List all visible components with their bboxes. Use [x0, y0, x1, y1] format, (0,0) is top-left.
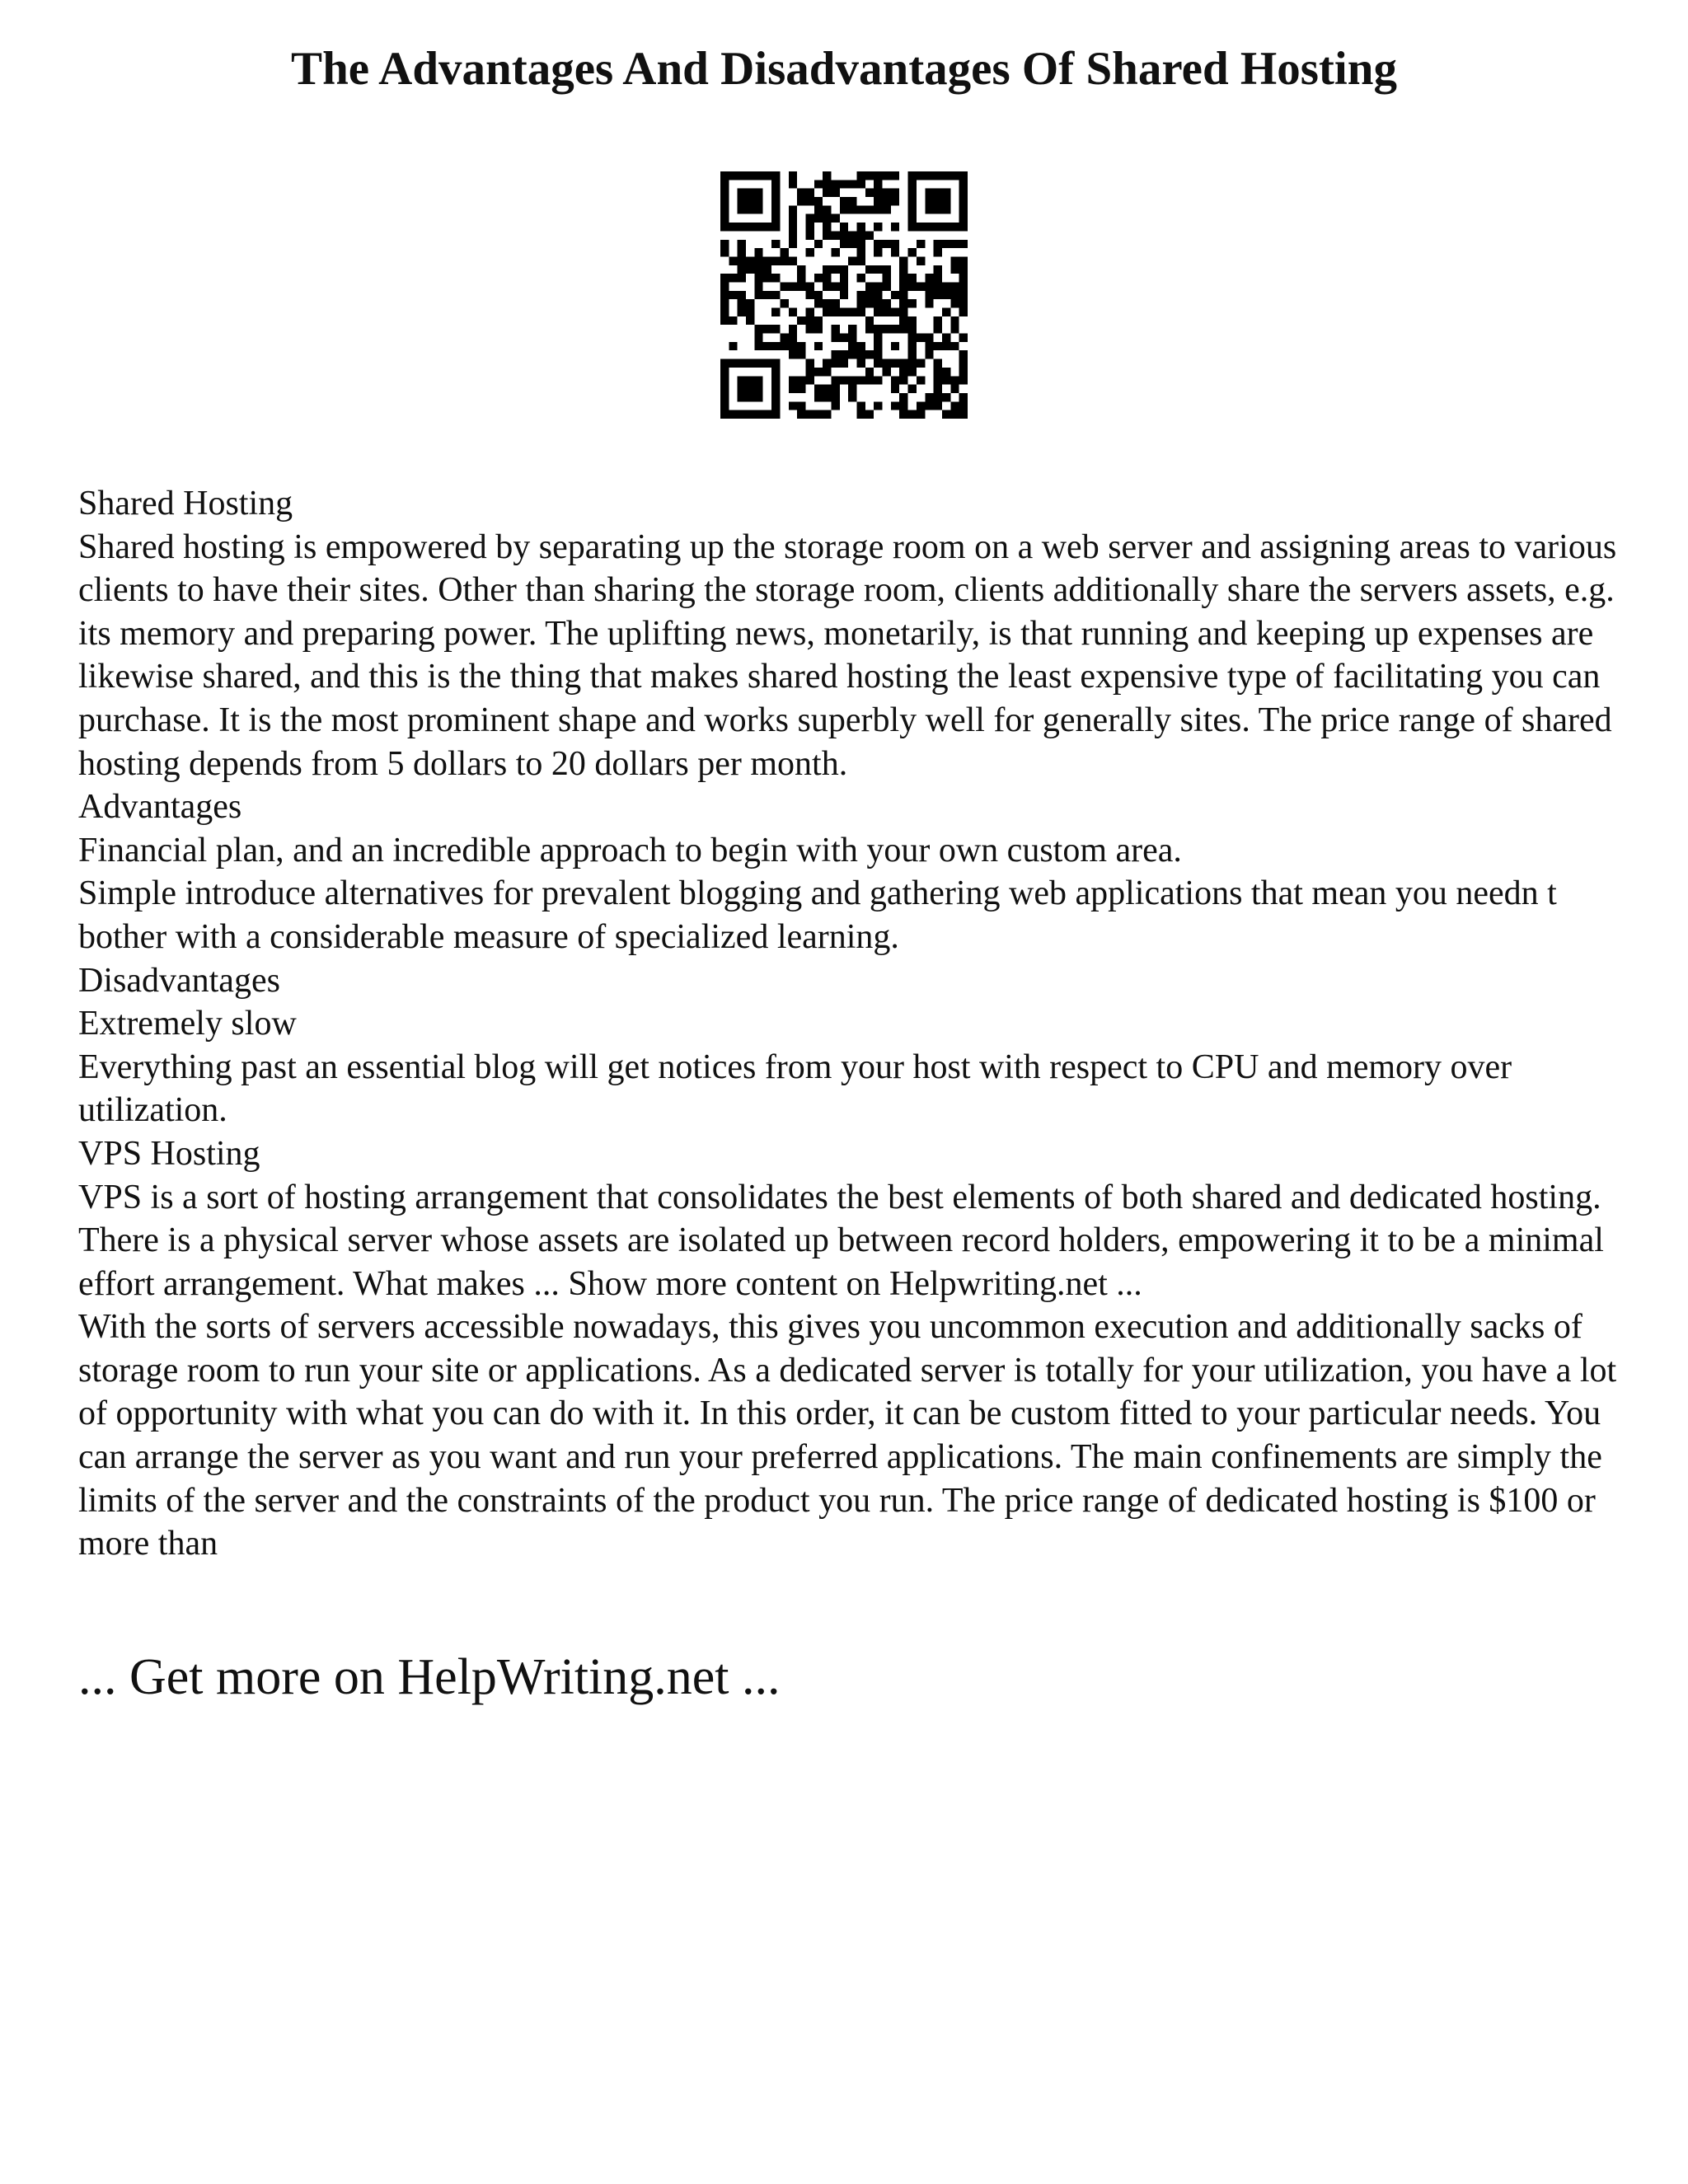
- advantage-item: Simple introduce alternatives for prevalent blogging and gathering web applications that mean you needn t bother with a considerable measure of specialized learning.: [78, 874, 1557, 956]
- advantage-item: Financial plan, and an incredible approach to begin with your own custom area.: [78, 831, 1182, 869]
- disadvantage-item: Extremely slow: [78, 1005, 297, 1043]
- paragraph-shared-hosting-description: Shared hosting is empowered by separating up the storage room on a web server and assigning areas to various clients to have their sites. Other than sharing the storage room, clients additionally share the servers assets, e.g. its memory and preparing power. The uplifting news, monetarily, is that running and keeping up expenses are likewise shared, and this is the thing that makes shared hosting the least expensive type of facilitating you can purchase. It is the most prominent shape and works superbly well for generally sites. The price range of shared hosting depends from 5 dollars to 20 dollars per month.: [78, 527, 1617, 783]
- article-body: [78, 482, 1628, 1566]
- disadvantage-item: Everything past an essential blog will get notices from your host with respect to CPU and memory over utilization.: [78, 1047, 1512, 1130]
- heading-disadvantages: Disadvantages: [78, 961, 280, 1000]
- paragraph-dedicated-description: With the sorts of servers accessible nowadays, this gives you uncommon execution and additionally sacks of storage room to run your site or applications. As a dedicated server is totally for your utilization, you have a lot of opportunity with what you can do with it. In this order, it can be custom fitted to your particular needs. You can arrange the server as you want and run your preferred applications. The main confinements are simply the limits of the server and the constraints of the product you run. The price range of dedicated hosting is $100 or more than: [78, 1308, 1617, 1563]
- heading-advantages: Advantages: [78, 788, 242, 827]
- heading-shared-hosting: Shared Hosting: [78, 485, 293, 523]
- qr-code-icon: [720, 171, 968, 419]
- heading-vps-hosting: VPS Hosting: [78, 1134, 260, 1173]
- document-title: The Advantages And Disadvantages Of Shared Hosting: [291, 43, 1397, 95]
- paragraph-vps-description: VPS is a sort of hosting arrangement that consolidates the best elements of both shared and dedicated hosting. There is a physical server whose assets are isolated up between record holders, empowering it to be a minimal effort arrangement. What makes ... Show more content on Helpwriting.net ...: [78, 1178, 1604, 1303]
- get-more-link[interactable]: ... Get more on HelpWriting.net ...: [78, 1649, 781, 1705]
